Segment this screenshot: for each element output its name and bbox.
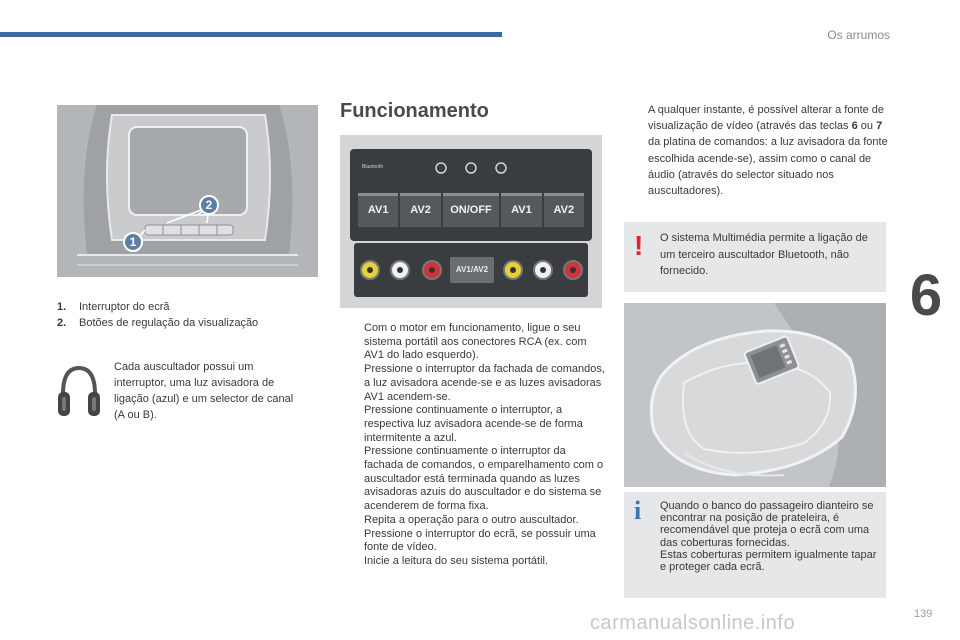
list-item: Pressione o interruptor do ecrã, se possuir uma fonte de vídeo. bbox=[364, 527, 596, 554]
header-accent-bar bbox=[0, 32, 502, 37]
av2-button: AV2 bbox=[544, 193, 584, 227]
section-heading: Funcionamento bbox=[340, 100, 489, 122]
warning-icon: ! bbox=[634, 230, 644, 261]
legend-item: 1. Interruptor do ecrã bbox=[57, 301, 170, 313]
control-button-row bbox=[358, 193, 584, 227]
info-note bbox=[624, 492, 886, 598]
list-item: Pressione continuamente o interruptor, a respectiva luz avisadora acende-se de forma intermitente a azul. bbox=[364, 404, 583, 444]
list-item: Repita a operação para o outro auscultador. bbox=[364, 513, 579, 526]
list-item: Inicie a leitura do seu sistema portátil. bbox=[364, 554, 549, 567]
list-item: Pressione continuamente o interruptor da fachada de comandos, o emparelhamento com o auscultador está terminada quando as luzes avisadoras azuis do auscultador e do sistema se acenderem de forma fixa. bbox=[364, 445, 604, 513]
bluetooth-label: Bluetooth bbox=[362, 164, 384, 170]
warning-text: O sistema Multimédia permite a ligação de um terceiro auscultador Bluetooth, não fornecido. bbox=[660, 232, 868, 277]
jack-label: AV1/AV2 bbox=[455, 265, 489, 274]
figure-legend bbox=[57, 299, 258, 331]
list-item: Com o motor em funcionamento, ligue o seu sistema portátil aos conectores RCA (ex. com AV1 do lado esquerdo). bbox=[364, 322, 587, 362]
control-panel-illustration bbox=[340, 135, 602, 308]
warning-note bbox=[624, 222, 886, 292]
page-number: 139 bbox=[914, 608, 933, 620]
chapter-number: 6 bbox=[909, 263, 943, 328]
watermark: carmanualsonline.info bbox=[590, 612, 796, 634]
source-switch-paragraph: A qualquer instante, é possível alterar a fonte de visualização de vídeo (através das teclas 6 ou 7 da platina de comandos: a luz avisadora da fonte escolhida acende-se), assim como o canal de áudio (através do selector situado nos auscultadores). bbox=[648, 104, 888, 198]
headphone-icon bbox=[57, 364, 101, 420]
rear-screen-illustration bbox=[57, 105, 318, 277]
key-number: 6 bbox=[851, 120, 858, 133]
seat-cover-illustration bbox=[624, 303, 886, 487]
info-icon: i bbox=[634, 496, 642, 525]
legend-item: 2. Botões de regulação da visualização bbox=[57, 317, 259, 329]
av1-button: AV1 bbox=[358, 193, 398, 227]
av2-button: AV2 bbox=[400, 193, 440, 227]
callout-1: 1 bbox=[123, 232, 143, 252]
av1-button: AV1 bbox=[501, 193, 541, 227]
steps-list bbox=[340, 322, 605, 569]
info-text: Quando o banco do passageiro dianteiro se encontrar na posição de prateleira, é recomendável que proteja o ecrã com uma das coberturas fornecidas. Estas coberturas permitem igualmente tapar e proteger cada ecrã. bbox=[660, 500, 877, 574]
headphone-note: Cada auscultador possui um interruptor, uma luz avisadora de ligação (azul) e um selector de canal (A ou B). bbox=[114, 361, 294, 421]
list-item: Pressione o interruptor da fachada de comandos, a luz avisadora acende-se e as luzes avisadoras AV1 acendem-se. bbox=[364, 363, 605, 403]
section-title: Os arrumos bbox=[827, 28, 890, 42]
callout-2: 2 bbox=[199, 195, 219, 215]
key-number: 7 bbox=[876, 120, 883, 133]
on-off-button: ON/OFF bbox=[443, 193, 500, 227]
